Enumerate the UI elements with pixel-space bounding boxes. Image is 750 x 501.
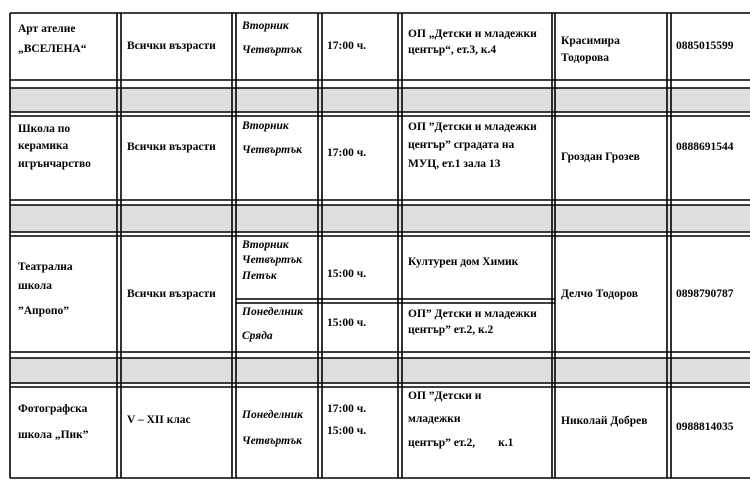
venue: ОП ”Детски и младежки център” ет.2, к.1	[408, 390, 514, 449]
age-group: Всички възрасти	[127, 288, 216, 300]
phone: 0988814035	[676, 421, 734, 433]
teacher: Гроздан Грозев	[561, 151, 640, 163]
club-name: Театрална школа ”Апропо”	[18, 261, 73, 317]
teacher: Делчо Тодоров	[561, 288, 638, 300]
days: Вторник Четвъртък	[242, 120, 302, 157]
venue: Културен дом Химик	[408, 256, 519, 268]
teacher: Красимира Тодорова	[561, 35, 620, 65]
venue: ОП ”Детски и младежки център” сградата на МУЦ, ет.1 зала 13	[408, 121, 537, 170]
phone: 0885015599	[676, 40, 734, 53]
venue: ОП” Детски и младежки център” ет.2, к.2	[408, 308, 537, 337]
days: Понеделник Четвъртък	[242, 409, 303, 448]
time: 17:00 ч. 15:00 ч.	[327, 403, 367, 438]
days: Вторник Четвъртък Петък	[242, 239, 302, 282]
spacer-rows	[10, 88, 750, 383]
days: Вторник Четвъртък	[242, 20, 302, 57]
phone: 0888691544	[676, 141, 734, 153]
time: 17:00 ч.	[327, 40, 367, 53]
days: Понеделник Сряда	[242, 306, 303, 343]
teacher: Николай Добрев	[561, 415, 648, 427]
club-name: Школа по керамика игрънчарство	[18, 123, 91, 170]
spacer-row-2	[10, 205, 750, 232]
club-name: Арт ателие „ВСЕЛЕНА“	[18, 23, 87, 56]
spacer-row-1	[10, 88, 750, 112]
time: 15:00 ч.	[327, 268, 367, 280]
age-group: Всички възрасти	[127, 141, 216, 153]
club-name: Фотографска школа „Пик”	[18, 403, 89, 442]
age-group: V – XII клас	[127, 414, 191, 426]
time: 17:00 ч.	[327, 147, 367, 159]
time: 15:00 ч.	[327, 317, 367, 329]
age-group: Всички възрасти	[127, 40, 216, 53]
spacer-row-3	[10, 358, 750, 383]
venue: ОП „Детски и младежки център“, ет.3, к.4	[408, 28, 537, 57]
phone: 0898790787	[676, 288, 734, 300]
